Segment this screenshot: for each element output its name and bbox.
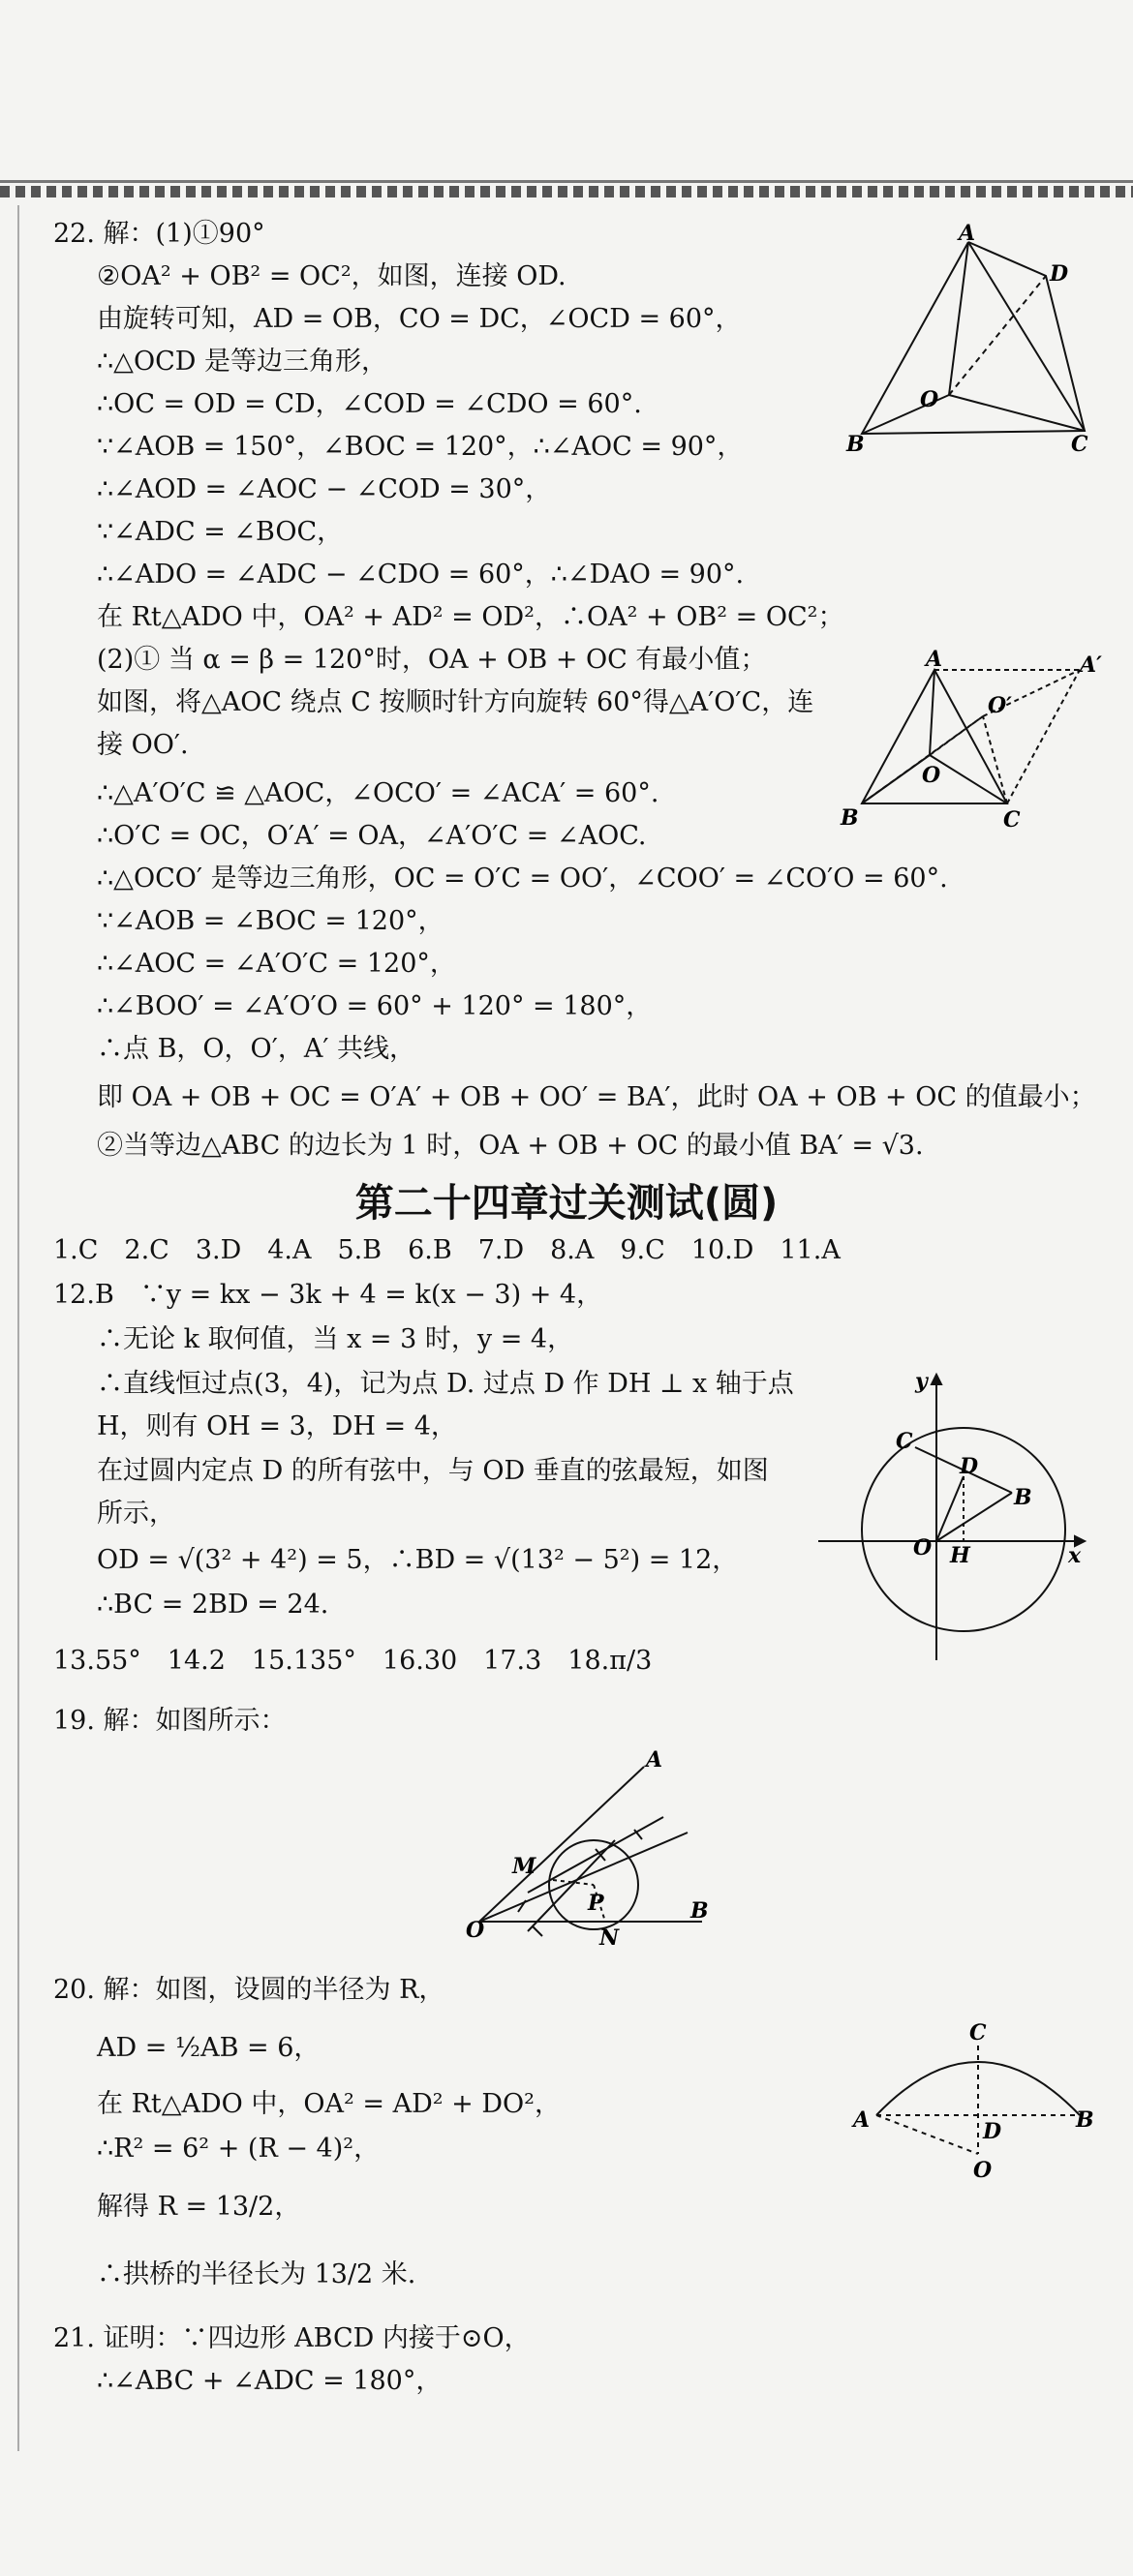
fig3-label-c: C <box>896 1429 913 1454</box>
p22-line-19: ∴∠BOO′ = ∠A′O′O = 60° + 120° = 180°， <box>97 991 653 1021</box>
left-margin-line <box>17 205 19 2451</box>
p22-line-7: ∴∠AOD = ∠AOC − ∠COD = 30°， <box>97 474 552 504</box>
fig1-label-o: O <box>920 387 939 412</box>
p20-line-1: 20. 解：如图，设圆的半径为 R， <box>53 1975 445 2005</box>
p22-line-2: ②OA² + OB² = OC²，如图，连接 OD. <box>97 261 566 291</box>
fig4-label-b: B <box>690 1898 709 1924</box>
p22-line-21: 即 OA + OB + OC = O′A′ + OB + OO′ = BA′，此时 OA + OB + OC 的值最小； <box>97 1082 1096 1112</box>
p20-line-2: AD = ½AB = 6， <box>97 2033 321 2063</box>
figure-rotation-triangle <box>833 649 1114 842</box>
fig3-label-o: O <box>913 1535 933 1561</box>
figure-arch-bridge <box>847 2018 1109 2183</box>
dashed-cut-line <box>0 186 1133 197</box>
fig5-label-o: O <box>973 2158 993 2183</box>
p12-line-8: ∴BC = 2BD = 24. <box>97 1590 329 1620</box>
fig4-label-n: N <box>599 1925 620 1951</box>
p22-line-14: ∴△A′O′C ≌ △AOC，∠OCO′ = ∠ACA′ = 60°. <box>97 778 659 808</box>
fig4-label-p: P <box>588 1891 604 1916</box>
fig1-label-a: A <box>959 223 976 246</box>
fig4-label-m: M <box>512 1854 536 1879</box>
fill-in-answers-13-18: 13.55° 14.2 15.135° 16.30 17.3 18.π/3 <box>53 1646 653 1676</box>
page-top-rule <box>0 180 1133 183</box>
fig5-label-d: D <box>983 2119 1002 2144</box>
p22-line-1: 22. 解：(1)①90° <box>53 219 265 249</box>
p22-line-4: ∴△OCD 是等边三角形， <box>97 347 387 377</box>
p21-line-2: ∴∠ABC + ∠ADC = 180°， <box>97 2366 443 2396</box>
p20-line-3: 在 Rt△ADO 中，OA² = AD² + DO²， <box>97 2089 561 2119</box>
figure-angle-construction <box>460 1747 721 1960</box>
fig1-label-b: B <box>846 432 865 455</box>
fig2-label-b: B <box>841 805 859 831</box>
fig5-label-a: A <box>853 2107 871 2133</box>
p22-line-16: ∴△OCO′ 是等边三角形，OC = O′C = OO′，∠COO′ = ∠CO′O = 60°. <box>97 864 948 894</box>
p20-line-4: ∴R² = 6² + (R − 4)²， <box>97 2134 381 2164</box>
p12-line-2: ∴无论 k 取何值，当 x = 3 时，y = 4， <box>97 1324 574 1354</box>
p12-line-4: H，则有 OH = 3，DH = 4， <box>97 1411 457 1441</box>
p12-line-6: 所示， <box>97 1499 175 1529</box>
p12-line-3: ∴直线恒过点(3，4)，记为点 D. 过点 D 作 DH ⊥ x 轴于点 <box>97 1369 794 1399</box>
fig3-label-b: B <box>1014 1485 1032 1510</box>
p22-line-18: ∴∠AOC = ∠A′O′C = 120°， <box>97 949 456 979</box>
p20-line-5: 解得 R = 13/2， <box>97 2192 301 2222</box>
fig2-label-a-prime: A′ <box>1080 652 1102 678</box>
fig4-label-a: A <box>646 1747 663 1773</box>
fig3-label-x: x <box>1068 1543 1082 1568</box>
p22-line-15: ∴O′C = OC，O′A′ = OA，∠A′O′C = ∠AOC. <box>97 821 647 851</box>
p22-line-8: ∵∠ADC = ∠BOC， <box>97 517 344 547</box>
p22-line-3: 由旋转可知，AD = OB，CO = DC，∠OCD = 60°， <box>97 304 742 334</box>
p20-line-6: ∴拱桥的半径长为 13/2 米. <box>97 2259 416 2289</box>
p12-line-1: 12.B ∵y = kx − 3k + 4 = k(x − 3) + 4， <box>53 1280 603 1310</box>
p22-line-10: 在 Rt△ADO 中，OA² + AD² = OD²，∴OA² + OB² = OC²； <box>97 602 844 632</box>
p12-line-7: OD = √(3² + 4²) = 5，∴BD = √(13² − 5²) = 12， <box>97 1545 739 1575</box>
p22-line-5: ∴OC = OD = CD，∠COD = ∠CDO = 60°. <box>97 389 642 419</box>
p22-line-9: ∴∠ADO = ∠ADC − ∠CDO = 60°，∴∠DAO = 90°. <box>97 560 745 590</box>
p22-line-13: 接 OO′. <box>97 730 189 760</box>
fig2-label-o: O <box>922 763 941 788</box>
fig3-label-y: y <box>915 1369 928 1394</box>
fig5-label-b: B <box>1076 2107 1094 2133</box>
fig2-label-a: A <box>926 649 943 672</box>
fig3-label-h: H <box>950 1543 970 1568</box>
fig2-label-c: C <box>1003 807 1021 833</box>
fig1-label-c: C <box>1071 432 1088 455</box>
figure-quadrilateral-abcd-o <box>842 223 1094 455</box>
fig4-label-o: O <box>466 1918 485 1943</box>
p19-heading: 19. 解：如图所示： <box>53 1706 287 1736</box>
p22-line-22: ②当等边△ABC 的边长为 1 时，OA + OB + OC 的最小值 BA′ = √3. <box>97 1131 924 1161</box>
p22-line-12: 如图，将△AOC 绕点 C 按顺时针方向旋转 60°得△A′O′C，连 <box>97 687 814 717</box>
p22-line-6: ∵∠AOB = 150°，∠BOC = 120°，∴∠AOC = 90°， <box>97 432 744 462</box>
fig1-label-d: D <box>1050 261 1069 287</box>
chapter-title: 第二十四章过关测试(圆) <box>354 1181 779 1226</box>
p22-line-17: ∵∠AOB = ∠BOC = 120°， <box>97 906 444 936</box>
mc-answers-1-11: 1.C 2.C 3.D 4.A 5.B 6.B 7.D 8.A 9.C 10.D 11.A <box>53 1235 841 1265</box>
figure-circle-coordinate <box>818 1365 1099 1665</box>
fig5-label-c: C <box>969 2020 987 2046</box>
fig2-label-o-prime: O′ <box>988 693 1012 718</box>
fig3-label-d: D <box>960 1454 979 1479</box>
p21-line-1: 21. 证明：∵四边形 ABCD 内接于⊙O， <box>53 2323 531 2353</box>
p22-line-11: (2)① 当 α = β = 120°时，OA + OB + OC 有最小值； <box>97 645 767 675</box>
p22-line-20: ∴点 B，O，O′，A′ 共线， <box>97 1034 416 1064</box>
p12-line-5: 在过圆内定点 D 的所有弦中，与 OD 垂直的弦最短，如图 <box>97 1456 769 1486</box>
